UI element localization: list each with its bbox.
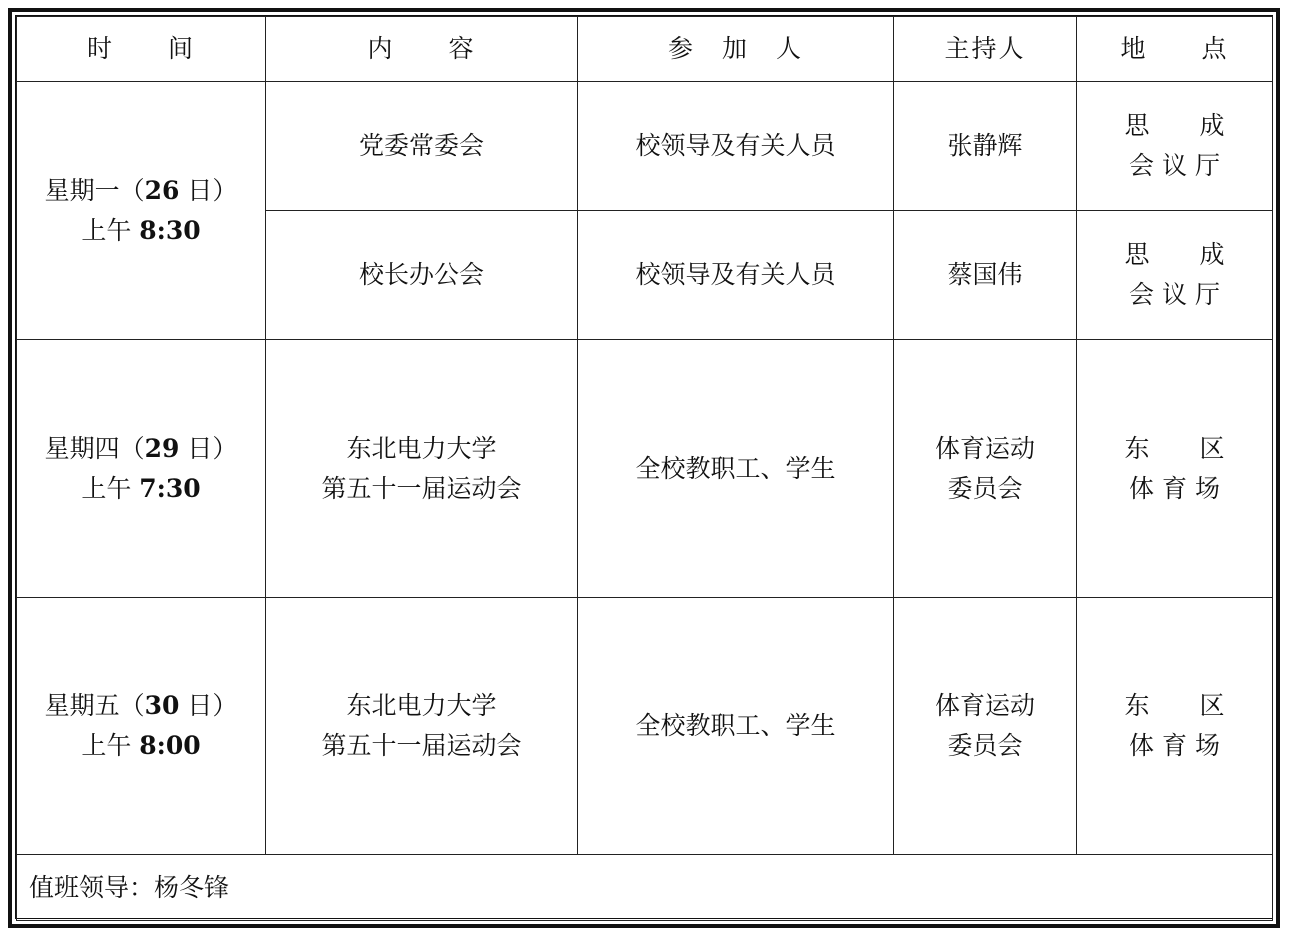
- location-line: 思 成: [1124, 240, 1225, 269]
- host-cell: 蔡国伟: [894, 211, 1077, 340]
- content-line: 东北电力大学: [346, 433, 497, 463]
- location-cell: [1077, 598, 1273, 855]
- header-content: 内 容: [266, 17, 578, 82]
- time-hour: 上午 7:30: [81, 473, 201, 503]
- duty-cell: [17, 855, 1273, 921]
- table-row: [17, 598, 1273, 855]
- participants-cell: 全校教职工、学生: [578, 598, 894, 855]
- location-line: 体 育 场: [1129, 731, 1220, 760]
- host-cell: [894, 340, 1077, 598]
- content-line: 第五十一届运动会: [321, 473, 522, 503]
- host-cell: 张静辉: [894, 82, 1077, 211]
- time-cell: [17, 340, 266, 598]
- host-line: 体育运动: [934, 691, 1035, 720]
- header-location: 地 点: [1077, 17, 1273, 82]
- content-cell: 校长办公会: [266, 211, 578, 340]
- participants-cell: 校领导及有关人员: [578, 211, 894, 340]
- content-line: 第五十一届运动会: [321, 731, 522, 760]
- participants-cell: 校领导及有关人员: [578, 82, 894, 211]
- host-line: 委员会: [947, 473, 1023, 503]
- time-day: 星期五（30 日）: [44, 691, 238, 720]
- location-line: 思 成: [1124, 111, 1225, 140]
- table-row: [17, 340, 1273, 598]
- host-line: 体育运动: [934, 433, 1035, 463]
- header-participants: 参 加 人: [578, 17, 894, 82]
- location-cell: [1077, 340, 1273, 598]
- time-hour: 上午 8:30: [81, 215, 201, 245]
- header-row: [17, 17, 1273, 82]
- table-row: [17, 82, 1273, 211]
- time-day: 星期四（29 日）: [44, 433, 238, 463]
- content-line: 东北电力大学: [346, 691, 497, 720]
- participants-cell: 全校教职工、学生: [578, 340, 894, 598]
- header-time: 时 间: [17, 17, 266, 82]
- time-hour: 上午 8:00: [81, 731, 201, 760]
- header-host: 主持人: [894, 17, 1077, 82]
- location-cell: [1077, 82, 1273, 211]
- location-cell: [1077, 211, 1273, 340]
- time-day: 星期一（26 日）: [44, 175, 238, 205]
- content-cell: [266, 598, 578, 855]
- location-line: 体 育 场: [1129, 473, 1220, 503]
- content-cell: [266, 340, 578, 598]
- location-line: 东 区: [1124, 433, 1225, 463]
- duty-leader-name: 杨冬锋: [154, 872, 230, 902]
- location-line: 会 议 厅: [1129, 280, 1220, 309]
- host-line: 委员会: [947, 731, 1023, 760]
- content-cell: 党委常委会: [266, 82, 578, 211]
- location-line: 东 区: [1124, 691, 1225, 720]
- time-cell: [17, 598, 266, 855]
- duty-row: [17, 855, 1273, 921]
- time-cell: [17, 82, 266, 340]
- duty-label: 值班领导：: [29, 872, 155, 902]
- host-cell: [894, 598, 1077, 855]
- weekly-schedule-table: [16, 16, 1273, 921]
- location-line: 会 议 厅: [1129, 151, 1220, 180]
